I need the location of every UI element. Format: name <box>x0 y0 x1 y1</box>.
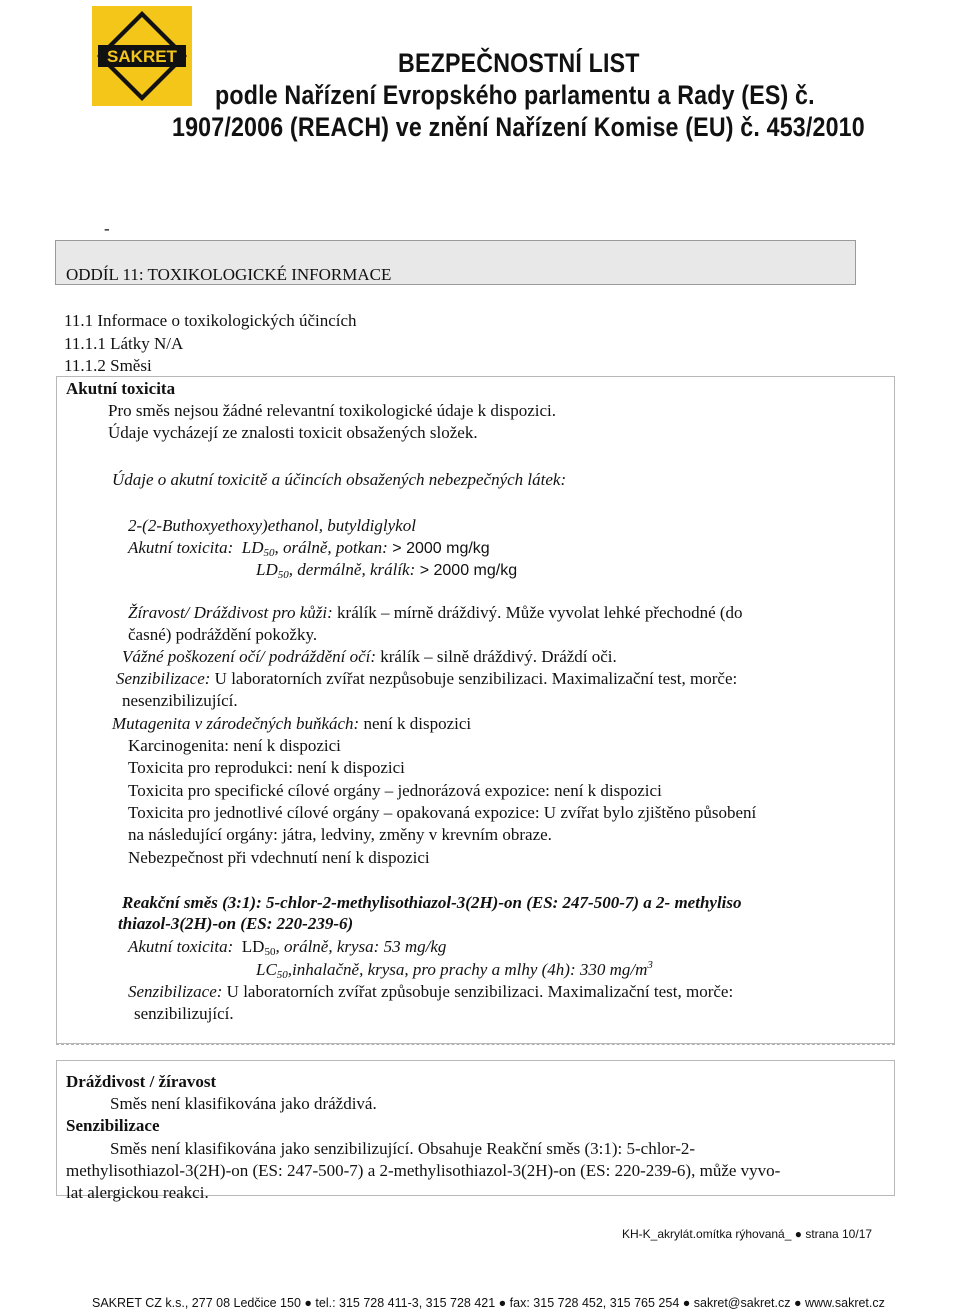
substance1-eye <box>122 646 617 668</box>
sensitization-text: U laboratorních zvířat způsobuje senzibilizaci. Maximalizační test, morče: <box>222 982 734 1001</box>
lc-sub: 50 <box>276 969 288 981</box>
substance1-mutagenicity <box>112 713 471 735</box>
ld-label: LD <box>241 538 264 557</box>
ld-route: , dermálně, králík: <box>288 560 416 579</box>
substance1-stot-single: Toxicita pro specifické cílové orgány – jednorázová expozice: není k dispozici <box>128 781 662 800</box>
substance1-aspiration: Nebezpečnost při vdechnutí není k dispozici <box>128 848 430 867</box>
sensitization-line3: lat alergickou reakci. <box>66 1183 209 1202</box>
substance1-acute-line2 <box>256 559 517 582</box>
sensitization-line2: methylisothiazol-3(2H)-on (ES: 247-500-7) a 2-methylisothiazol-3(2H)-on (ES: 220-239-6), může vyvo- <box>66 1161 781 1180</box>
ld-sub: 50 <box>263 547 275 559</box>
substance1-name: 2-(2-Buthoxyethoxy)ethanol, butyldiglykol <box>128 516 416 535</box>
lc-route: ,inhalačně, krysa, pro prachy a mlhy (4h): 330 mg/m <box>287 960 648 979</box>
substance2-name-cont: thiazol-3(2H)-on (ES: 220-239-6) <box>118 914 354 933</box>
ld-value: > 2000 mg/kg <box>415 562 518 579</box>
lc-sup: 3 <box>647 959 653 971</box>
dash-marker: - <box>104 219 110 238</box>
frame-divider <box>56 1044 895 1045</box>
header-title: BEZPEČNOSTNÍ LIST <box>398 48 640 78</box>
acute-label: Akutní toxicita: <box>128 937 234 956</box>
sensitization-label: Senzibilizace: <box>128 982 223 1001</box>
page-number: KH-K_akrylát.omítka rýhovaná_ ● strana 10/17 <box>622 1227 873 1241</box>
substance2-sensitization <box>128 981 733 1003</box>
header-regulation-number: 1907/2006 (REACH) ve znění Nařízení Komise (EU) č. 453/2010 <box>172 112 865 142</box>
irritation-text: Směs není klasifikována jako dráždivá. <box>110 1094 377 1113</box>
irritation-heading: Dráždivost / žíravost <box>66 1072 217 1091</box>
sensitization-text: U laboratorních zvířat nezpůsobuje senzibilizaci. Maximalizační test, morče: <box>210 669 738 688</box>
header-regulation: podle Nařízení Evropského parlamentu a Rady (ES) č. <box>215 80 815 110</box>
irritation-text: králík – mírně dráždivý. Může vyvolat lehké přechodné (do <box>332 603 743 622</box>
ld-label: LD <box>241 937 265 956</box>
irritation-label: Žíravost/ Dráždivost pro kůži: <box>128 603 333 622</box>
substance2-sensitization-cont: senzibilizující. <box>134 1004 234 1023</box>
acute-line1: Pro směs nejsou žádné relevantní toxikologické údaje k dispozici. <box>108 401 557 420</box>
substance1-stot-repeated: Toxicita pro jednotlivé cílové orgány – opakovaná expozice: U zvířat bylo zjištěno působení <box>128 803 757 822</box>
ld-value: > 2000 mg/kg <box>387 540 490 557</box>
ld-sub: 50 <box>264 946 276 958</box>
substance1-irritation-cont: časné) podráždění pokožky. <box>128 625 318 644</box>
ld-route: , orálně, krysa: 53 mg/kg <box>275 937 447 956</box>
substance1-reproduction: Toxicita pro reprodukci: není k dispozici <box>128 758 405 777</box>
subsection-11-1 <box>64 310 357 332</box>
footer-contact: SAKRET CZ k.s., 277 08 Ledčice 150 ● tel.: 315 728 411-3, 315 728 421 ● fax: 315 728 452, 315 765 254 ● sakret@sakret.cz ● www.sakret.cz <box>92 1296 885 1310</box>
substance1-carcinogenicity: Karcinogenita: není k dispozici <box>128 736 341 755</box>
logo-text: SAKRET <box>107 47 177 66</box>
acute-heading: Akutní toxicita <box>66 379 176 398</box>
acute-label: Akutní toxicita: <box>128 538 234 557</box>
substance1-sensitization-cont: nesenzibilizující. <box>122 691 238 710</box>
eye-text: králík – silně dráždivý. Dráždí oči. <box>376 647 617 666</box>
substance1-acute-line1 <box>128 537 490 560</box>
sakret-logo <box>92 6 192 106</box>
footer <box>0 1289 960 1314</box>
section-title: ODDÍL 11: TOXIKOLOGICKÉ INFORMACE <box>66 265 392 284</box>
ld-label: LD <box>256 560 278 579</box>
substance2-acute-line1 <box>128 936 446 958</box>
substance1-stot-repeated-cont: na následující orgány: játra, ledviny, změny v krevním obraze. <box>128 825 552 844</box>
substance2-name: Reakční směs (3:1): 5-chlor-2-methylisothiazol-3(2H)-on (ES: 247-500-7) a 2- methyliso <box>122 893 742 912</box>
subsection-11-1-2: 11.1.2 Směsi <box>64 356 152 375</box>
sensitization-label: Senzibilizace: <box>116 669 211 688</box>
acute-line2: Údaje vycházejí ze znalosti toxicit obsažených složek. <box>108 423 478 442</box>
subsection-11-1-label: 11.1 Informace o toxikologických účincích <box>64 311 357 330</box>
substance1-irritation <box>128 602 743 624</box>
sensitization-heading: Senzibilizace <box>66 1116 160 1135</box>
lc-label: LC <box>256 960 277 979</box>
eye-label: Vážné poškození očí/ podráždění očí: <box>122 647 377 666</box>
substance1-sensitization <box>116 668 737 690</box>
ld-route: , orálně, potkan: <box>274 538 388 557</box>
ld-sub: 50 <box>277 569 289 581</box>
acute-intro: Údaje o akutní toxicitě a účincích obsažených nebezpečných látek: <box>112 470 567 489</box>
mutagenicity-text: není k dispozici <box>359 714 472 733</box>
mutagenicity-label: Mutagenita v zárodečných buňkách: <box>112 714 360 733</box>
sensitization-line1: Směs není klasifikována jako senzibilizující. Obsahuje Reakční směs (3:1): 5-chlor-2- <box>110 1139 696 1158</box>
substance2-acute-line2 <box>256 959 653 981</box>
subsection-11-1-1: 11.1.1 Látky N/A <box>64 334 184 353</box>
